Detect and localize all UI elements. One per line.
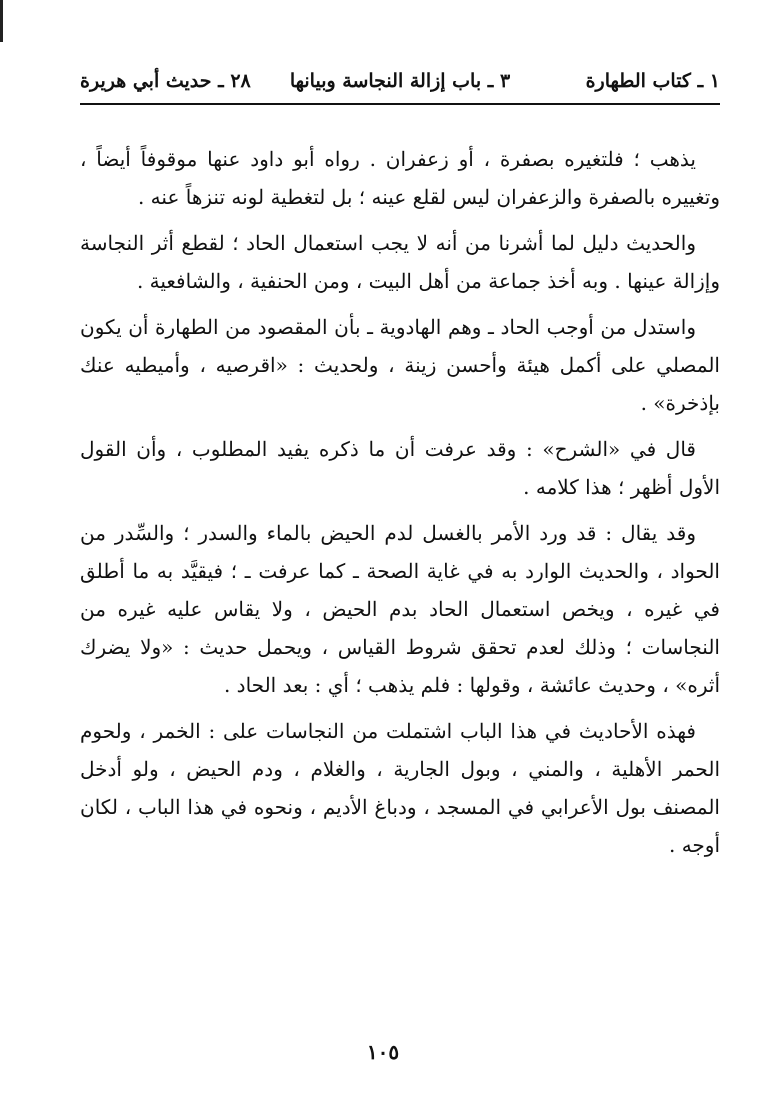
running-header	[80, 66, 720, 100]
page-number: ١٠٥	[366, 1040, 400, 1064]
paragraph: والحديث دليل لما أشرنا من أنه لا يجب استعمال الحاد ؛ لقطع أثر النجاسة وإزالة عينها . وبه أخذ جماعة من أهل البيت ، ومن الحنفية ، والشافعية .	[80, 231, 720, 293]
paragraph: فهذه الأحاديث في هذا الباب اشتملت من النجاسات على : الخمر ، ولحوم الحمر الأهلية ، والمني ، وبول الجارية ، والغلام ، ودم الحيض ، ولو أدخل المصنف بول الأعرابي في المسجد ، ودباغ الأديم ، ونحوه في هذا الباب ، لكان أوجه .	[80, 719, 720, 857]
paragraph: وقد يقال : قد ورد الأمر بالغسل لدم الحيض بالماء والسدر ؛ والسِّدر من الحواد ، والحديث الوارد به في غاية الصحة ـ كما عرفت ـ ؛ فيقيَّد به ما أطلق في غيره ، ويخص استعمال الحاد بدم الحيض ، ولا يقاس عليه غيره من النجاسات ؛ وذلك لعدم تحقق شروط القياس ، ويحمل حديث : «ولا يضرك أثره» ، وحديث عائشة ، وقولها : فلم يذهب ؛ أي : بعد الحاد .	[80, 521, 720, 697]
page-body	[80, 140, 720, 872]
header-hadith-title: ٢٨ ـ حديث أبي هريرة	[80, 70, 251, 92]
paragraph: قال في «الشرح» : وقد عرفت أن ما ذكره يفيد المطلوب ، وأن القول الأول أظهر ؛ هذا كلامه .	[80, 437, 720, 499]
paragraph: واستدل من أوجب الحاد ـ وهم الهادوية ـ بأن المقصود من الطهارة أن يكون المصلي على أكمل هيئة وأحسن زينة ، ولحديث : «اقرصيه ، وأميطيه عنك بإذخرة» .	[80, 315, 720, 415]
scan-edge-mark	[0, 0, 3, 42]
header-divider	[80, 103, 720, 105]
header-chapter-title: ٣ ـ باب إزالة النجاسة وبيانها	[289, 70, 511, 92]
paragraph: يذهب ؛ فلتغيره بصفرة ، أو زعفران . رواه أبو داود عنها موقوفاً أيضاً ، وتغييره بالصفرة والزعفران ليس لقلع عينه ؛ بل لتغطية لونه تنزهاً عنه .	[80, 147, 720, 209]
header-book-title: ١ ـ كتاب الطهارة	[585, 70, 720, 92]
